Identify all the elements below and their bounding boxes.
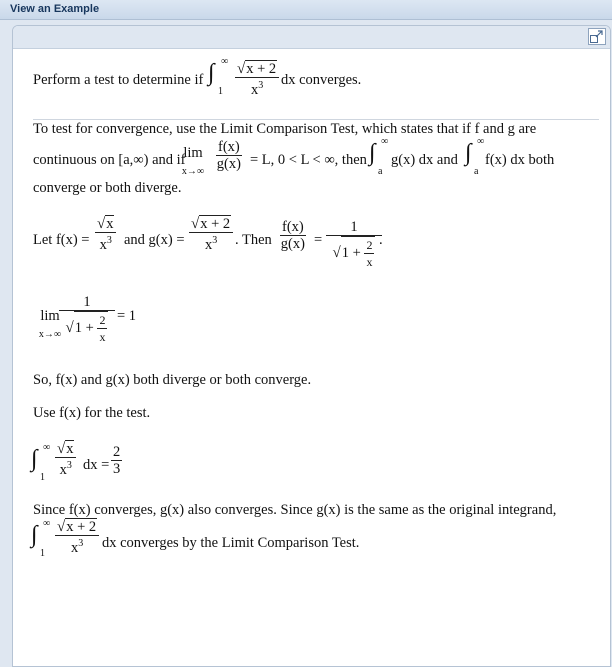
final-upper: ∞ (43, 518, 51, 529)
and-g-text: and g(x) = (124, 232, 185, 248)
then-text: . Then (235, 232, 272, 248)
denominator: $x^3$ (250, 80, 264, 98)
final-integral-sign: ∫ (31, 522, 38, 548)
example-panel (12, 25, 611, 667)
final-lower: 1 (40, 548, 45, 559)
panel-header (13, 26, 610, 49)
popout-icon (590, 30, 604, 43)
gx-fraction: $\frac{√x + 2}{x^3}$ (189, 215, 233, 253)
radical-sign: √ (237, 61, 246, 77)
g-lower: a (378, 166, 383, 177)
test-fraction: $\frac{√x}{x^3}$ (55, 440, 76, 478)
radicand: x + 2 (246, 61, 277, 77)
so-text: So, f(x) and g(x) both diverge or both converge. (33, 372, 312, 388)
test-dx-eq: dx = (83, 457, 110, 473)
test-result: $\frac{2}{3}$ (113, 444, 121, 477)
integral-sign: ∫ (208, 60, 215, 86)
explanation-line2d: f(x) dx both (485, 152, 555, 168)
explanation-line3: converge or both diverge. (33, 180, 182, 196)
divider (33, 119, 599, 120)
explanation-line2a: continuous on [a,∞) and if (33, 152, 186, 168)
problem-fraction (235, 60, 279, 98)
integral-f: ∫ (465, 140, 472, 166)
limit-fraction: 1 √1 + $\frac{2}{x}$ (59, 294, 115, 345)
limit-label: lim x→∞ (181, 145, 205, 177)
fx-fraction: $\frac{√x}{x^3}$ (95, 215, 116, 253)
use-text: Use f(x) for the test. (33, 405, 151, 421)
ratio-fraction: $\frac{f(x)}{g(x)}$ (216, 139, 241, 172)
f-lower: a (474, 166, 479, 177)
popout-button[interactable] (588, 28, 606, 45)
equals-sign: = (314, 232, 323, 248)
period: . (379, 232, 383, 248)
explanation-line1: To test for convergence, use the Limit Comparison Test, which states that if f and g are (33, 121, 537, 137)
problem-integral (208, 60, 215, 87)
lower-limit: 1 (218, 86, 223, 97)
problem-suffix: dx converges. (281, 72, 362, 88)
final-text: dx converges by the Limit Comparison Test. (102, 535, 360, 551)
explanation-line2c: g(x) dx and (391, 152, 458, 168)
explanation-line2b: = L, 0 < L < ∞, then (250, 152, 367, 168)
test-upper: ∞ (43, 442, 51, 453)
let-text: Let f(x) = (33, 232, 90, 248)
problem-prefix: Perform a test to determine if (33, 72, 204, 88)
g-upper: ∞ (381, 136, 389, 147)
since-text: Since f(x) converges, g(x) also converges. Since g(x) is the same as the original integrand, (33, 502, 557, 518)
f-upper: ∞ (477, 136, 485, 147)
ratio-result: 1 √1 + $\frac{2}{x}$ (326, 219, 382, 270)
limit-label-2: lim x→∞ (38, 308, 62, 340)
test-lower: 1 (40, 472, 45, 483)
window-title: View an Example (10, 3, 100, 15)
fg-ratio: $\frac{f(x)}{g(x)}$ (280, 219, 305, 252)
problem-statement (33, 72, 203, 89)
test-integral-sign: ∫ (31, 446, 38, 472)
window-titlebar (0, 0, 612, 20)
upper-limit: ∞ (221, 56, 229, 67)
final-fraction: $\frac{√x + 2}{x^3}$ (55, 518, 99, 556)
integral-g: ∫ (369, 140, 376, 166)
limit-result: = 1 (117, 308, 137, 324)
